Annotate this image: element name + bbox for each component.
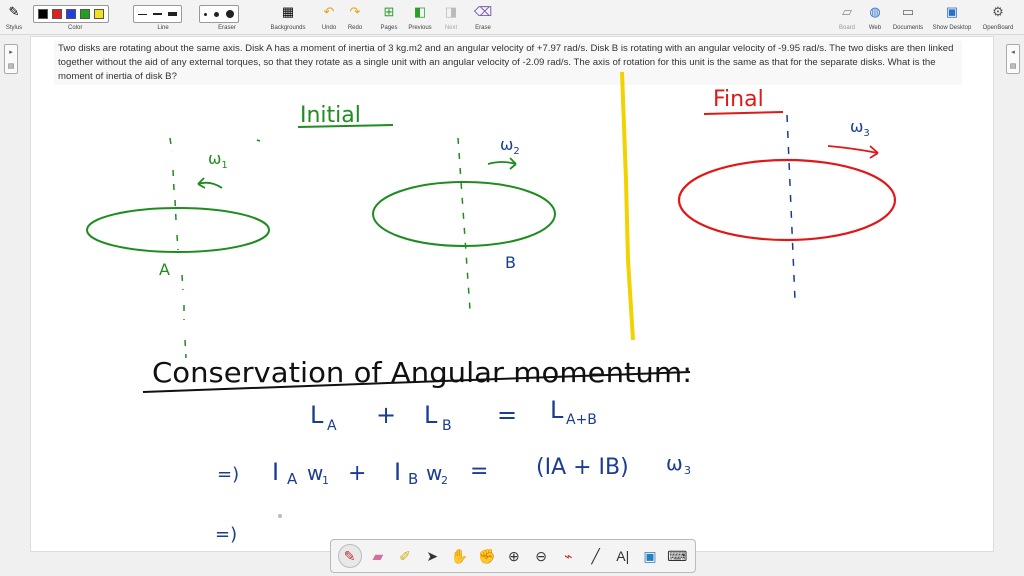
next-page-icon: ◨ [444, 4, 458, 19]
zoom-out-button[interactable] [530, 545, 552, 567]
laser-pointer-button[interactable] [557, 545, 579, 567]
backgrounds-icon: ▦ [281, 4, 295, 19]
panel-icon: ▤ [1009, 63, 1017, 70]
axis-tick-a [257, 140, 260, 141]
combined-disk [679, 160, 895, 240]
svg-text:I: I [394, 458, 402, 486]
svg-text:+: + [376, 401, 397, 429]
svg-text:L: L [310, 401, 324, 429]
hand-grab-icon: ✊ [477, 547, 496, 564]
documents-button[interactable]: ▭ Documents [892, 4, 924, 31]
omega1-arrow [198, 178, 222, 188]
svg-text:w: w [307, 461, 324, 485]
keyboard-button[interactable] [666, 545, 688, 567]
line-icon: ╱ [591, 547, 600, 564]
svg-text:A+B: A+B [566, 412, 597, 428]
selector-tool-button[interactable] [421, 545, 443, 567]
gear-icon: ⚙ [992, 4, 1004, 19]
cursor-dot [278, 514, 282, 518]
laser-pointer-icon: ⌁ [564, 547, 573, 564]
svg-text:=: = [497, 401, 518, 429]
svg-text:L: L [424, 401, 438, 429]
initial-heading: Initial [300, 103, 361, 128]
arrow-pointer-icon: ➤ [426, 547, 439, 564]
text-tool-button[interactable] [612, 545, 634, 567]
marker-tool-button[interactable] [394, 545, 416, 567]
final-heading: Final [713, 87, 764, 112]
line-tool-button[interactable] [585, 545, 607, 567]
axis-a [170, 138, 186, 358]
pen-tool-button[interactable] [338, 544, 362, 568]
web-button[interactable]: ◍ Web [868, 4, 882, 31]
add-page-icon: ⊞ [383, 4, 395, 19]
svg-text:3: 3 [684, 464, 691, 477]
erase-button[interactable]: ⌫ Erase [473, 4, 493, 31]
svg-text:=: = [470, 459, 489, 484]
show-desktop-button[interactable]: ▣ Show Desktop [932, 4, 972, 31]
disk-b-label: B [505, 253, 516, 272]
folder-icon: ▭ [901, 4, 915, 19]
board-button[interactable]: ▱ Board [838, 4, 855, 31]
previous-page-icon: ◧ [413, 4, 427, 19]
redo-button[interactable]: ↷ Redo [347, 4, 363, 31]
openboard-button[interactable]: ⚙ OpenBoard [982, 4, 1014, 31]
text-icon: A| [616, 548, 630, 564]
tool-dock [330, 539, 696, 573]
panel-icon: ▤ [7, 63, 15, 70]
desktop-icon: ▣ [945, 4, 959, 19]
backgrounds-button[interactable]: ▦ Backgrounds [270, 4, 306, 31]
svg-text:(IA + IB): (IA + IB) [536, 455, 629, 480]
stylus-icon: ✎ [8, 4, 20, 19]
omega1-label: $\omega_1$ [208, 149, 228, 171]
capture-icon: ▣ [643, 547, 657, 564]
eraser-label: Eraser [218, 25, 236, 31]
zoom-out-icon: ⊖ [535, 547, 547, 564]
board-icon: ▱ [842, 4, 852, 19]
svg-text:A: A [287, 470, 298, 488]
capture-tool-button[interactable] [639, 545, 661, 567]
eraser-tool-button[interactable] [367, 545, 389, 567]
erase-page-icon: ⌫ [473, 4, 493, 19]
redo-icon: ↷ [349, 4, 361, 19]
color-label: Color [68, 25, 83, 31]
omega2-arrow [488, 158, 516, 169]
svg-text:A: A [327, 418, 337, 434]
previous-button[interactable]: ◧ Previous [408, 4, 432, 31]
svg-text:B: B [408, 470, 419, 488]
keyboard-icon: ⌨ [667, 547, 688, 564]
svg-text:=): =) [217, 464, 240, 485]
undo-icon: ↶ [323, 4, 335, 19]
svg-text:+: + [348, 461, 367, 486]
svg-text:1: 1 [322, 474, 329, 487]
next-button[interactable]: ◨ Next [444, 4, 458, 31]
svg-text:I: I [272, 458, 280, 486]
zoom-in-button[interactable] [503, 545, 525, 567]
conservation-heading: Conservation of Angular momentum: [152, 356, 692, 389]
svg-text:2: 2 [441, 474, 448, 487]
question-text: Two disks are rotating about the same axis. Disk A has a moment of inertia of 3 kg.m2 and an angular velocity of +7.97 rad/s. Disk B is rotating with an angular velocity of -9.95 rad/s. The two disks are then linked together without the aid of any external torques, so that they rotate as a single unit with an angular velocity of -2.09 rad/s. The axis of rotation for this unit is the same as that for the separate disks. What is the moment of inertia of disk B? [54, 41, 962, 85]
zoom-in-icon: ⊕ [508, 547, 520, 564]
omega3-arrow [828, 146, 878, 158]
pen-icon: ✎ [343, 547, 356, 564]
stylus-button[interactable]: ✎ Stylus [5, 4, 23, 31]
svg-text:w: w [426, 461, 443, 485]
globe-icon: ◍ [869, 4, 881, 19]
marker-icon: ✐ [399, 547, 411, 564]
chevron-right-icon: ▸ [9, 49, 13, 56]
svg-text:B: B [442, 418, 452, 434]
pan-tool-button[interactable] [476, 545, 498, 567]
svg-text:ω: ω [666, 451, 683, 475]
final-underline [704, 112, 783, 114]
equation-1 [310, 396, 597, 434]
omega3-label: $\omega_3$ [850, 117, 870, 139]
equation-2 [217, 451, 691, 488]
axis-b [458, 138, 470, 310]
svg-text:L: L [550, 396, 564, 424]
undo-button[interactable]: ↶ Undo [321, 4, 337, 31]
divider-line [622, 72, 633, 340]
hand-tool-button[interactable] [448, 545, 470, 567]
chevron-left-icon: ◂ [1011, 49, 1015, 56]
eraser-icon: ▰ [372, 547, 384, 564]
hand-icon: ✋ [450, 547, 469, 564]
line-label: Line [157, 25, 169, 31]
omega2-label: $\omega_2$ [500, 135, 520, 157]
pages-button[interactable]: ⊞ Pages [380, 4, 398, 31]
implies-arrow-2: =) [215, 524, 238, 545]
disk-a [87, 208, 269, 252]
disk-a-label: A [159, 260, 170, 279]
axis-combined [787, 115, 795, 300]
